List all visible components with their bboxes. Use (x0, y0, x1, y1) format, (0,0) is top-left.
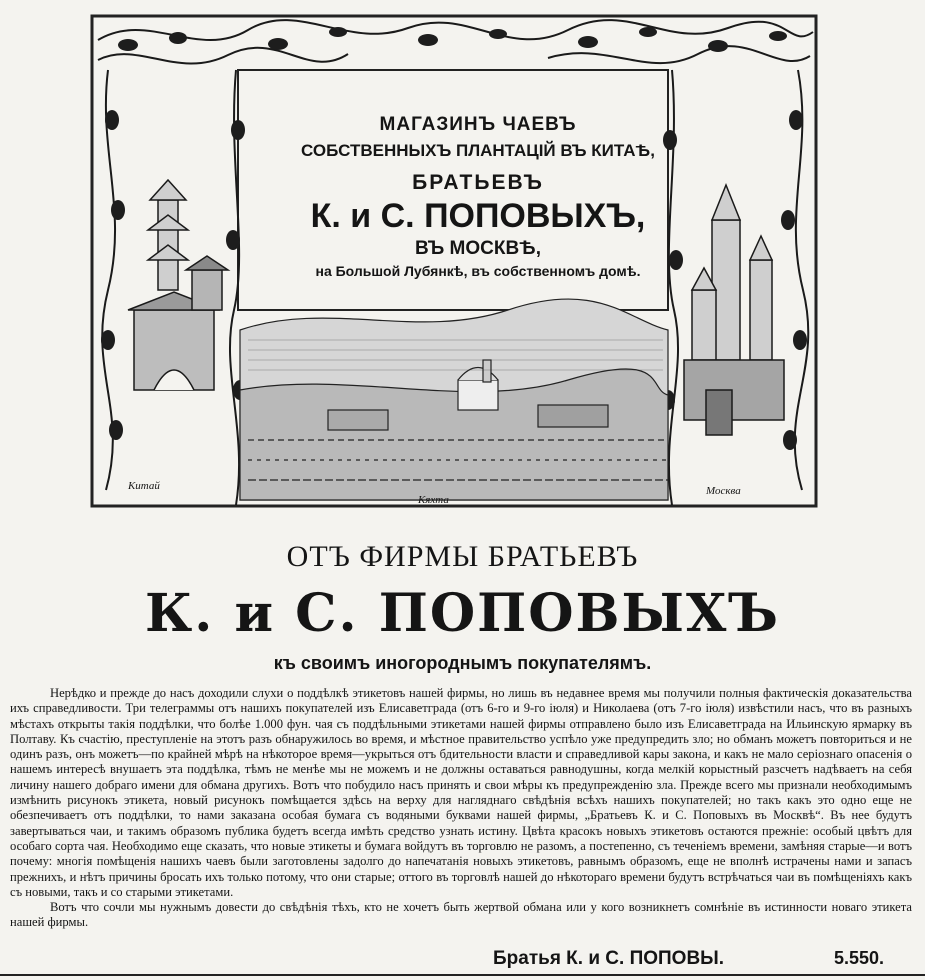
ad-number: 5.550. (834, 948, 885, 968)
city-line: ВЪ МОСКВѢ, (414, 238, 541, 260)
headline-firm-name: К. и С. ПОПОВЫХЪ (144, 583, 781, 644)
headline-from-firm: ОТЪ ФИРМЫ БРАТЬЕВЪ (286, 540, 639, 573)
bottom-rule (0, 974, 925, 976)
engraving-frame (88, 10, 820, 512)
label-china: Китай (128, 480, 160, 492)
address-line: на Большой Лубянкѣ, въ собственномъ домѣ. (315, 262, 641, 279)
label-kiakhta: Кяхта (418, 494, 449, 506)
frame-inscription (238, 115, 718, 279)
brothers-line: БРАТЬЕВЪ (412, 170, 544, 194)
firm-name: К. и С. ПОПОВЫХЪ, (310, 196, 646, 235)
label-moscow: Москва (706, 485, 741, 497)
shop-title: МАГАЗИНЪ ЧАЕВЪ (379, 114, 577, 135)
signature: Братья К. и С. ПОПОВЫ. (493, 948, 725, 969)
plantations-line: СОБСТВЕННЫХЪ ПЛАНТАЦІЙ ВЪ КИТАѢ, (301, 140, 655, 160)
announcement-body (10, 686, 912, 931)
announcement-paragraph-2: Вотъ что сочли мы нужнымъ довести до свѣдѣнія тѣхъ, кто не хочетъ быть жертвой обмана или у кого возникнетъ сомнѣніе въ истинности новаго этикета нашей фирмы. (10, 900, 912, 930)
headline-addressee: къ своимъ иногороднымъ покупателямъ. (273, 653, 652, 673)
announcement-paragraph-1: Нерѣдко и прежде до насъ доходили слухи о поддѣлкѣ этикетовъ нашей фирмы, но лишь въ недавнее время мы получили полныя фактическія доказательства ихъ справедливости. Три телеграммы отъ нашихъ покупателей изъ Елисаветграда (отъ 6-го и 9-го іюля) и Николаева (отъ 7-го іюля) извѣстили насъ, что въ разныхъ мѣстахъ открыты такія поддѣлки, что болѣе 1.000 фун. чая съ поддѣльными этикетами нашей фирмы отправлено было изъ Елисаветграда на Ильинскую ярмарку въ Полтаву. Къ счастію, преступленіе на этотъ разъ обнаружилось во время, и мѣстное правительство успѣло уже предупредить зло; но обманъ можетъ повториться и не одинъ разъ, онъ можетъ—по крайней мѣрѣ на нѣкоторое время—укрыться отъ бдительности власти и справедливой кары закона, и какъ не мало серіознаго опасенія о нашемъ интересѣ внушаетъ эта поддѣлка, тѣмъ не менѣе мы не можемъ и не должны оставаться равнодушны, когда мелкій корыстный разсчетъ надѣваетъ на себя личину нашего добраго имени для обмана другихъ. Вотъ что побудило насъ принять и свои мѣры къ предупрежденію зла. Прежде всего мы признали необходимымъ измѣнить рисунокъ этикета, новый рисунокъ помѣщается здѣсь на верху для нагляднаго свѣдѣнія всѣхъ нашихъ покупателей; но такъ какъ это одно еще не обезпечиваетъ отъ поддѣлки, то нами заказана особая бумага съ водяными буквами нашей фирмы, „Братьевъ К. и С. Поповыхъ въ Москвѣ“. Въ нее будутъ завертываться чаи, и такимъ образомъ публика будетъ всегда имѣть средство узнать истину. Цвѣта красокъ новыхъ этикетовъ остаются прежніе: особый цвѣтъ для особаго сорта чая. Необходимо еще сказать, что новые этикеты и бумага войдутъ въ торговлю не разомъ, а постепенно, съ теченіемъ времени, замѣняя старые—и вотъ почему: многія помѣщенія нашихъ чаевъ были заготовлены задолго до напечатанія новыхъ этикетовъ, равнымъ образомъ, еще не вполнѣ истрачены нами и запасъ прежнихъ, и нѣтъ причины бросать ихъ только потому, что они старые; оттого въ торговлѣ нашей до нѣкотораго времени будутъ встрѣчаться чаи въ помѣщеніяхъ какъ съ новыми, такъ и со старыми этикетами. (10, 686, 912, 899)
